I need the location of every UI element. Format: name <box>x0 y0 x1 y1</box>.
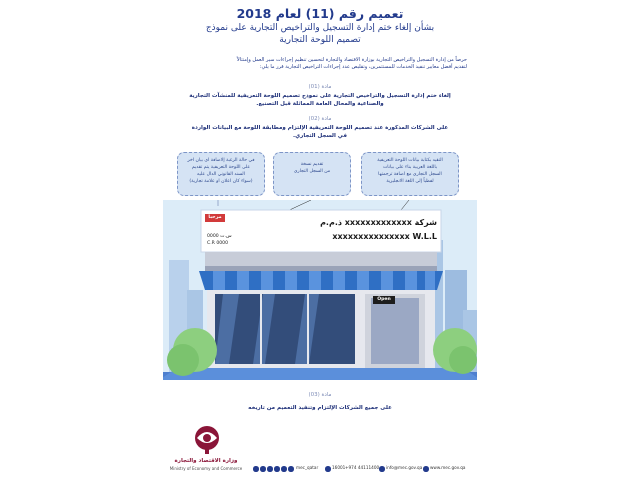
note-bubble-cr-copy <box>273 152 351 196</box>
footer <box>163 420 477 480</box>
article-2-body <box>175 124 465 140</box>
twitter-icon[interactable] <box>260 466 266 472</box>
welcome-tag-label: مرحباً <box>208 215 222 220</box>
bubble-2-line-2: من السجل التجاري <box>293 169 331 174</box>
ministry-name-arabic: وزارة الاقتصاد والتجارة <box>174 458 238 464</box>
storefront-illustration <box>163 200 477 380</box>
circular-poster <box>163 0 477 480</box>
open-sign-label: Open <box>377 297 391 302</box>
email-icon <box>379 466 385 472</box>
article-2-line-2: في السجل التجاري. <box>293 133 347 139</box>
bubble-1-line-3: السند القانوني الدال عليه <box>197 172 245 177</box>
youtube-icon[interactable] <box>274 466 280 472</box>
article-1-line-2: والصناعية والمحال العامة المماثلة قبل التصنيع. <box>256 101 384 107</box>
bubble-3-line-2: باللغة العربية بناء على بيانات <box>382 165 438 170</box>
tree-right <box>449 346 477 374</box>
door-glass <box>371 298 419 364</box>
phone-number-1: 16001 <box>332 465 346 470</box>
website-address[interactable]: www.mec.gov.qa <box>430 465 466 470</box>
social-handle: mec_qatar <box>296 465 319 470</box>
circular-title: تعميم رقم (11) لعام 2018 <box>236 6 404 21</box>
linkedin-icon[interactable] <box>288 466 294 472</box>
article-2-line-1: على الشركات المذكورة عند تصميم اللوحة التعريفية الإلتزام ومطابقة اللوحة مع البيانات الواردة <box>191 125 449 131</box>
article-3-body: على جميع الشركات الإلتزام وتنفيذ التعميم من تاريخه <box>248 405 392 411</box>
storefront-cornice <box>205 252 437 268</box>
note-bubble-additional-data <box>177 152 265 196</box>
article-1-line-1: إلغاء ختم إدارة التسجيل والتراخيص التجارية على نموذج تصميم اللوحة التعريفية للمنشآت التجارية <box>189 93 451 99</box>
storefront-cornice-shadow <box>205 266 437 271</box>
phone-icon <box>325 466 331 472</box>
bubble-1-line-4: (سواء كان اعلان او علامة تجارية) <box>189 179 253 184</box>
ministry-emblem-icon <box>187 424 227 458</box>
sign-arabic-name: شركة xxxxxxxxxxxxx ذ.م.م <box>320 218 437 227</box>
bubble-2-line-1: تقديم نسخة <box>300 162 324 167</box>
circular-subtitle <box>173 22 467 46</box>
bubble-1-line-1: في حالة الرغبة إلاضافة اي بيان اخر <box>187 158 255 163</box>
intro-paragraph <box>173 57 467 71</box>
facebook-icon[interactable] <box>253 466 259 472</box>
bubble-3-line-4: لفظياً إلى اللغة الانجليزية <box>386 179 434 184</box>
subtitle-line-1: بشأن إلغاء ختم إدارة التسجيل والتراخيص التجارية على نموذج <box>205 23 435 33</box>
bubble-1-line-2: على اللوحة التعريفية يتم تقديم <box>191 165 251 170</box>
intro-line-1: حرصاً من إدارة التسجيل والتراخيص التجارية بوزارة الاقتصاد والتجارة لتحسين تنظيم إجراءات سير العمل وإمتثالاً <box>236 57 467 63</box>
ministry-name-english: Ministry of Economy and Commerce <box>169 466 243 471</box>
instagram-icon[interactable] <box>267 466 273 472</box>
road <box>163 368 477 380</box>
subtitle-line-2: تصميم اللوحة التجارية <box>279 35 361 45</box>
sign-cr-arabic: س.ت 0000 <box>207 234 232 239</box>
bubble-3-line-3: السجل التجاري مع اضافة ترجمتها <box>378 172 442 177</box>
sign-cr-english: C.R 0000 <box>207 241 229 246</box>
article-1-body <box>175 92 465 108</box>
article-1-label: مادة (01) <box>308 84 332 90</box>
note-bubble-language <box>361 152 459 196</box>
article-3-label: مادة (03) <box>308 392 332 398</box>
email-address[interactable]: info@mec.gov.qa <box>386 465 423 470</box>
phone-number-2: +974 44111400 <box>345 465 380 470</box>
tree-left <box>167 344 199 376</box>
intro-line-2: لتقديم أفضل معايير تنفيذ الخدمات للمستثمرين، وتقليص عدد إجراءات التراخيص التجارية قرر ما يلي: <box>259 64 467 70</box>
sign-english-name: xxxxxxxxxxxxxxx W.L.L <box>332 232 437 241</box>
web-icon <box>423 466 429 472</box>
bubble-3-line-1: التقيد بكتابة بيانات اللوحة التعريفية <box>377 158 443 163</box>
snapchat-icon[interactable] <box>281 466 287 472</box>
storefront-svg <box>163 200 477 380</box>
article-2-label: مادة (02) <box>308 116 332 122</box>
